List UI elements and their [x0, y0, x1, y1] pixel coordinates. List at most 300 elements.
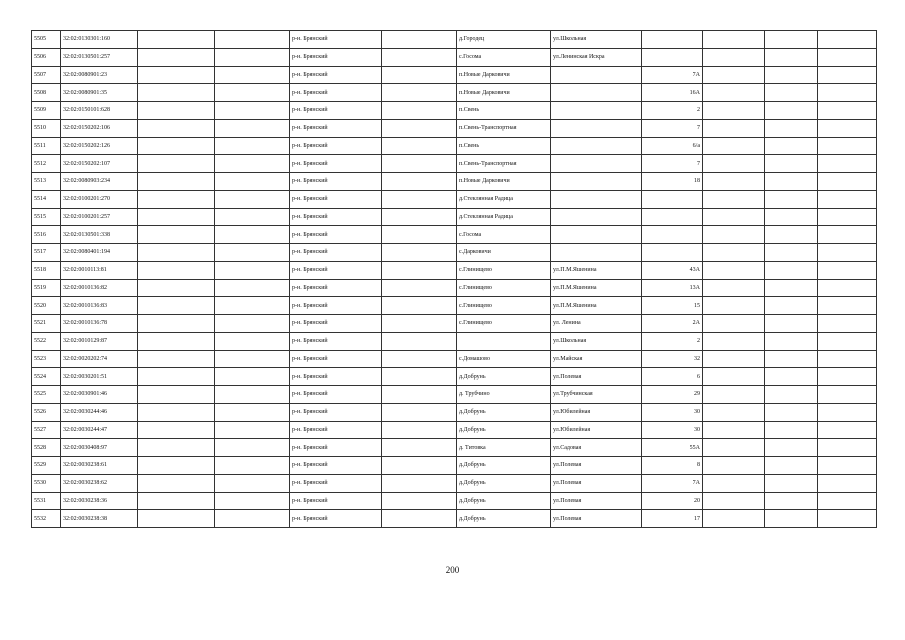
table-body [32, 31, 877, 528]
cell-empty [382, 386, 457, 404]
cell-empty [818, 84, 877, 102]
cell-empty [703, 492, 765, 510]
cell-street: ул.Садовая [551, 439, 642, 457]
cell-street [551, 66, 642, 84]
cell-number: 5520 [32, 297, 61, 315]
cell-empty [818, 368, 877, 386]
cell-empty [138, 279, 215, 297]
cell-cadastral-number: 32:02:0030201:51 [61, 368, 138, 386]
cell-empty [382, 297, 457, 315]
cell-street: ул.Юбилейная [551, 421, 642, 439]
table-row [32, 386, 877, 404]
cell-locality: с.Госома [457, 226, 551, 244]
cell-house: 7 [642, 155, 703, 173]
cell-cadastral-number: 32:02:0100201:257 [61, 208, 138, 226]
cell-cadastral-number: 32:02:0030408:97 [61, 439, 138, 457]
cell-cadastral-number: 32:02:0080903:234 [61, 173, 138, 191]
cell-district: р-н. Брянский [290, 137, 382, 155]
cell-street [551, 102, 642, 120]
cell-empty [138, 368, 215, 386]
cell-locality: п.Свень [457, 102, 551, 120]
cell-empty [818, 102, 877, 120]
cell-district: р-н. Брянский [290, 297, 382, 315]
cell-house [642, 48, 703, 66]
cell-district: р-н. Брянский [290, 492, 382, 510]
cell-empty [382, 119, 457, 137]
cell-empty [818, 137, 877, 155]
table-row [32, 84, 877, 102]
cell-number: 5510 [32, 119, 61, 137]
cell-locality: д.Добрунь [457, 368, 551, 386]
cell-house: 43А [642, 261, 703, 279]
table-row [32, 155, 877, 173]
table-row [32, 119, 877, 137]
table-row [32, 350, 877, 368]
cell-cadastral-number: 32:02:0080901:23 [61, 66, 138, 84]
cell-empty [215, 226, 290, 244]
cell-empty [765, 297, 818, 315]
table-row [32, 102, 877, 120]
cell-empty [138, 190, 215, 208]
cell-district: р-н. Брянский [290, 403, 382, 421]
cell-empty [138, 102, 215, 120]
cell-empty [215, 315, 290, 333]
cell-empty [765, 48, 818, 66]
cell-cadastral-number: 32:02:0010136:83 [61, 297, 138, 315]
cell-locality: д.Добрунь [457, 510, 551, 528]
cell-empty [382, 439, 457, 457]
cell-empty [765, 403, 818, 421]
table-row [32, 510, 877, 528]
cell-locality: д.Добрунь [457, 474, 551, 492]
cell-empty [765, 190, 818, 208]
cell-empty [215, 492, 290, 510]
cell-district: р-н. Брянский [290, 66, 382, 84]
cell-number: 5508 [32, 84, 61, 102]
cell-number: 5505 [32, 31, 61, 49]
cell-district: р-н. Брянский [290, 510, 382, 528]
cell-cadastral-number: 32:02:0010113:81 [61, 261, 138, 279]
table-row [32, 279, 877, 297]
cell-empty [765, 510, 818, 528]
cell-empty [703, 421, 765, 439]
cell-house: 8 [642, 457, 703, 475]
cell-house: 6 [642, 368, 703, 386]
cell-empty [703, 457, 765, 475]
cell-number: 5526 [32, 403, 61, 421]
cell-locality [457, 332, 551, 350]
cell-empty [138, 208, 215, 226]
cell-district: р-н. Брянский [290, 457, 382, 475]
cell-locality: п.Свень [457, 137, 551, 155]
cell-empty [703, 84, 765, 102]
cell-house [642, 208, 703, 226]
cell-empty [138, 297, 215, 315]
table-row [32, 226, 877, 244]
cell-empty [818, 155, 877, 173]
cell-empty [818, 403, 877, 421]
cell-empty [138, 261, 215, 279]
cell-empty [215, 31, 290, 49]
cell-empty [818, 315, 877, 333]
cell-street [551, 137, 642, 155]
cell-empty [818, 261, 877, 279]
cell-empty [765, 368, 818, 386]
cell-house: 6/а [642, 137, 703, 155]
table-row [32, 315, 877, 333]
cell-empty [703, 386, 765, 404]
cell-empty [138, 421, 215, 439]
cell-house: 2А [642, 315, 703, 333]
cell-empty [382, 368, 457, 386]
cell-number: 5523 [32, 350, 61, 368]
cell-number: 5513 [32, 173, 61, 191]
cell-empty [382, 332, 457, 350]
cell-cadastral-number: 32:02:0030238:36 [61, 492, 138, 510]
cell-empty [765, 439, 818, 457]
cell-empty [215, 261, 290, 279]
cell-empty [382, 350, 457, 368]
cell-number: 5506 [32, 48, 61, 66]
cell-cadastral-number: 32:02:0130501:257 [61, 48, 138, 66]
cell-empty [703, 350, 765, 368]
cell-district: р-н. Брянский [290, 190, 382, 208]
table-row [32, 368, 877, 386]
cell-empty [382, 173, 457, 191]
cell-cadastral-number: 32:02:0100201:270 [61, 190, 138, 208]
cell-empty [703, 31, 765, 49]
cell-empty [215, 244, 290, 262]
cell-locality: п.Свень-Транспортная [457, 119, 551, 137]
cell-empty [382, 31, 457, 49]
cell-empty [818, 386, 877, 404]
cell-house: 32 [642, 350, 703, 368]
cell-empty [765, 226, 818, 244]
cell-empty [138, 244, 215, 262]
cell-locality: д. Трубчино [457, 386, 551, 404]
cell-street: ул.Майская [551, 350, 642, 368]
cell-number: 5515 [32, 208, 61, 226]
cell-house [642, 226, 703, 244]
cell-number: 5516 [32, 226, 61, 244]
table-row [32, 492, 877, 510]
cell-cadastral-number: 32:02:0150202:106 [61, 119, 138, 137]
cell-locality: п.Новые Дарковичи [457, 173, 551, 191]
cell-district: р-н. Брянский [290, 155, 382, 173]
cell-cadastral-number: 32:02:0010136:78 [61, 315, 138, 333]
cell-cadastral-number: 32:02:0150101:628 [61, 102, 138, 120]
cell-empty [215, 368, 290, 386]
table-row [32, 403, 877, 421]
cell-number: 5525 [32, 386, 61, 404]
cell-empty [818, 279, 877, 297]
cell-district: р-н. Брянский [290, 421, 382, 439]
cell-street [551, 226, 642, 244]
cell-house: 29 [642, 386, 703, 404]
cell-empty [382, 457, 457, 475]
cell-empty [818, 421, 877, 439]
cell-cadastral-number: 32:02:0150202:126 [61, 137, 138, 155]
cell-house: 20 [642, 492, 703, 510]
cell-empty [215, 137, 290, 155]
cell-empty [703, 244, 765, 262]
cell-empty [818, 350, 877, 368]
table-row [32, 137, 877, 155]
cell-empty [138, 173, 215, 191]
cell-empty [703, 297, 765, 315]
cell-locality: д.Добрунь [457, 457, 551, 475]
cell-empty [765, 102, 818, 120]
cell-empty [703, 208, 765, 226]
cell-locality: д.Стеклянная Радица [457, 190, 551, 208]
cell-empty [138, 226, 215, 244]
cell-district: р-н. Брянский [290, 31, 382, 49]
cell-empty [703, 173, 765, 191]
cell-empty [765, 173, 818, 191]
cell-cadastral-number: 32:02:0130501:338 [61, 226, 138, 244]
cell-empty [703, 474, 765, 492]
cell-empty [703, 439, 765, 457]
table-row [32, 173, 877, 191]
cell-house: 18 [642, 173, 703, 191]
cell-empty [382, 315, 457, 333]
cell-empty [215, 208, 290, 226]
cell-empty [215, 102, 290, 120]
table-row [32, 261, 877, 279]
cell-locality: п.Новые Дарковичи [457, 66, 551, 84]
cell-empty [703, 279, 765, 297]
cell-house: 7А [642, 66, 703, 84]
cell-street: ул.Ленинская Искра [551, 48, 642, 66]
cell-empty [138, 66, 215, 84]
cell-district: р-н. Брянский [290, 386, 382, 404]
cell-empty [138, 84, 215, 102]
cell-district: р-н. Брянский [290, 368, 382, 386]
cell-empty [703, 403, 765, 421]
cell-locality: с.Глинищево [457, 297, 551, 315]
cell-empty [818, 244, 877, 262]
cell-empty [215, 350, 290, 368]
registry-table [31, 30, 877, 528]
cell-number: 5518 [32, 261, 61, 279]
cell-empty [382, 403, 457, 421]
cell-empty [215, 386, 290, 404]
cell-number: 5522 [32, 332, 61, 350]
cell-cadastral-number: 32:02:0030244:47 [61, 421, 138, 439]
cell-empty [703, 368, 765, 386]
cell-street: ул.П.М.Яшенина [551, 297, 642, 315]
cell-empty [382, 492, 457, 510]
cell-empty [703, 190, 765, 208]
cell-empty [818, 457, 877, 475]
cell-district: р-н. Брянский [290, 439, 382, 457]
cell-house: 17 [642, 510, 703, 528]
cell-empty [765, 137, 818, 155]
cell-empty [818, 31, 877, 49]
cell-empty [215, 173, 290, 191]
cell-empty [765, 315, 818, 333]
cell-empty [765, 279, 818, 297]
cell-empty [818, 297, 877, 315]
cell-locality: с.Глинищево [457, 261, 551, 279]
cell-empty [215, 439, 290, 457]
cell-district: р-н. Брянский [290, 244, 382, 262]
cell-empty [818, 474, 877, 492]
cell-empty [703, 315, 765, 333]
cell-street: ул.Юбилейная [551, 403, 642, 421]
cell-number: 5517 [32, 244, 61, 262]
table-row [32, 48, 877, 66]
cell-district: р-н. Брянский [290, 226, 382, 244]
cell-empty [818, 119, 877, 137]
cell-empty [765, 492, 818, 510]
cell-house [642, 244, 703, 262]
cell-empty [215, 190, 290, 208]
cell-empty [382, 474, 457, 492]
cell-empty [703, 510, 765, 528]
cell-empty [765, 474, 818, 492]
cell-empty [138, 492, 215, 510]
cell-empty [138, 403, 215, 421]
table-row [32, 457, 877, 475]
cell-number: 5530 [32, 474, 61, 492]
cell-number: 5527 [32, 421, 61, 439]
cell-locality: с.Домашово [457, 350, 551, 368]
cell-empty [138, 510, 215, 528]
cell-empty [382, 48, 457, 66]
cell-empty [138, 119, 215, 137]
cell-empty [765, 208, 818, 226]
cell-empty [703, 261, 765, 279]
cell-empty [215, 403, 290, 421]
cell-cadastral-number: 32:02:0080401:194 [61, 244, 138, 262]
cell-empty [818, 208, 877, 226]
cell-house: 15 [642, 297, 703, 315]
cell-district: р-н. Брянский [290, 208, 382, 226]
cell-cadastral-number: 32:02:0130301:160 [61, 31, 138, 49]
cell-street: ул.Полевая [551, 492, 642, 510]
cell-empty [382, 155, 457, 173]
cell-street [551, 155, 642, 173]
cell-empty [138, 315, 215, 333]
cell-district: р-н. Брянский [290, 48, 382, 66]
cell-empty [818, 190, 877, 208]
cell-empty [215, 48, 290, 66]
cell-district: р-н. Брянский [290, 315, 382, 333]
cell-empty [138, 350, 215, 368]
cell-cadastral-number: 32:02:0030901:46 [61, 386, 138, 404]
cell-cadastral-number: 32:02:0010136:82 [61, 279, 138, 297]
cell-district: р-н. Брянский [290, 474, 382, 492]
cell-empty [818, 226, 877, 244]
cell-street [551, 208, 642, 226]
cell-empty [138, 386, 215, 404]
cell-street [551, 190, 642, 208]
cell-house: 2 [642, 102, 703, 120]
cell-street [551, 84, 642, 102]
cell-street: ул.Полевая [551, 457, 642, 475]
cell-cadastral-number: 32:02:0030238:38 [61, 510, 138, 528]
cell-empty [765, 84, 818, 102]
cell-cadastral-number: 32:02:0030238:62 [61, 474, 138, 492]
cell-empty [215, 332, 290, 350]
cell-locality: д.Стеклянная Радица [457, 208, 551, 226]
cell-empty [818, 66, 877, 84]
cell-number: 5512 [32, 155, 61, 173]
cell-locality: п.Новые Дарковичи [457, 84, 551, 102]
cell-empty [703, 48, 765, 66]
cell-locality: с.Госома [457, 48, 551, 66]
cell-empty [382, 208, 457, 226]
cell-empty [765, 350, 818, 368]
cell-house: 13А [642, 279, 703, 297]
cell-house: 30 [642, 421, 703, 439]
cell-empty [138, 137, 215, 155]
cell-empty [138, 48, 215, 66]
cell-empty [765, 261, 818, 279]
cell-empty [382, 226, 457, 244]
cell-locality: с.Глинищево [457, 279, 551, 297]
cell-locality: д. Титовка [457, 439, 551, 457]
cell-number: 5532 [32, 510, 61, 528]
cell-cadastral-number: 32:02:0030244:46 [61, 403, 138, 421]
cell-locality: д.Городец [457, 31, 551, 49]
cell-street: ул.П.М.Яшенина [551, 279, 642, 297]
table-row [32, 439, 877, 457]
cell-empty [765, 244, 818, 262]
cell-number: 5511 [32, 137, 61, 155]
cell-street: ул.П.М.Яшенина [551, 261, 642, 279]
cell-empty [215, 84, 290, 102]
cell-street: ул.Школьная [551, 332, 642, 350]
cell-house: 55А [642, 439, 703, 457]
cell-empty [138, 457, 215, 475]
cell-empty [765, 155, 818, 173]
cell-empty [138, 155, 215, 173]
cell-empty [703, 155, 765, 173]
table-row [32, 474, 877, 492]
cell-empty [215, 119, 290, 137]
table-row [32, 208, 877, 226]
cell-street [551, 173, 642, 191]
cell-empty [215, 297, 290, 315]
cell-empty [138, 332, 215, 350]
cell-empty [382, 190, 457, 208]
cell-cadastral-number: 32:02:0030238:61 [61, 457, 138, 475]
cell-street [551, 244, 642, 262]
cell-house [642, 190, 703, 208]
cell-cadastral-number: 32:02:0150202:107 [61, 155, 138, 173]
cell-empty [382, 102, 457, 120]
cell-number: 5519 [32, 279, 61, 297]
cell-empty [765, 421, 818, 439]
cell-street: ул.Полевая [551, 474, 642, 492]
cell-house: 2 [642, 332, 703, 350]
cell-locality: с.Глинищево [457, 315, 551, 333]
cell-street: ул. Ленина [551, 315, 642, 333]
cell-empty [818, 492, 877, 510]
cell-empty [818, 173, 877, 191]
cell-locality: д.Добрунь [457, 421, 551, 439]
cell-number: 5507 [32, 66, 61, 84]
cell-street: ул.Школьная [551, 31, 642, 49]
cell-empty [765, 119, 818, 137]
cell-number: 5529 [32, 457, 61, 475]
table-row [32, 190, 877, 208]
cell-number: 5524 [32, 368, 61, 386]
cell-house [642, 31, 703, 49]
cell-house: 7А [642, 474, 703, 492]
